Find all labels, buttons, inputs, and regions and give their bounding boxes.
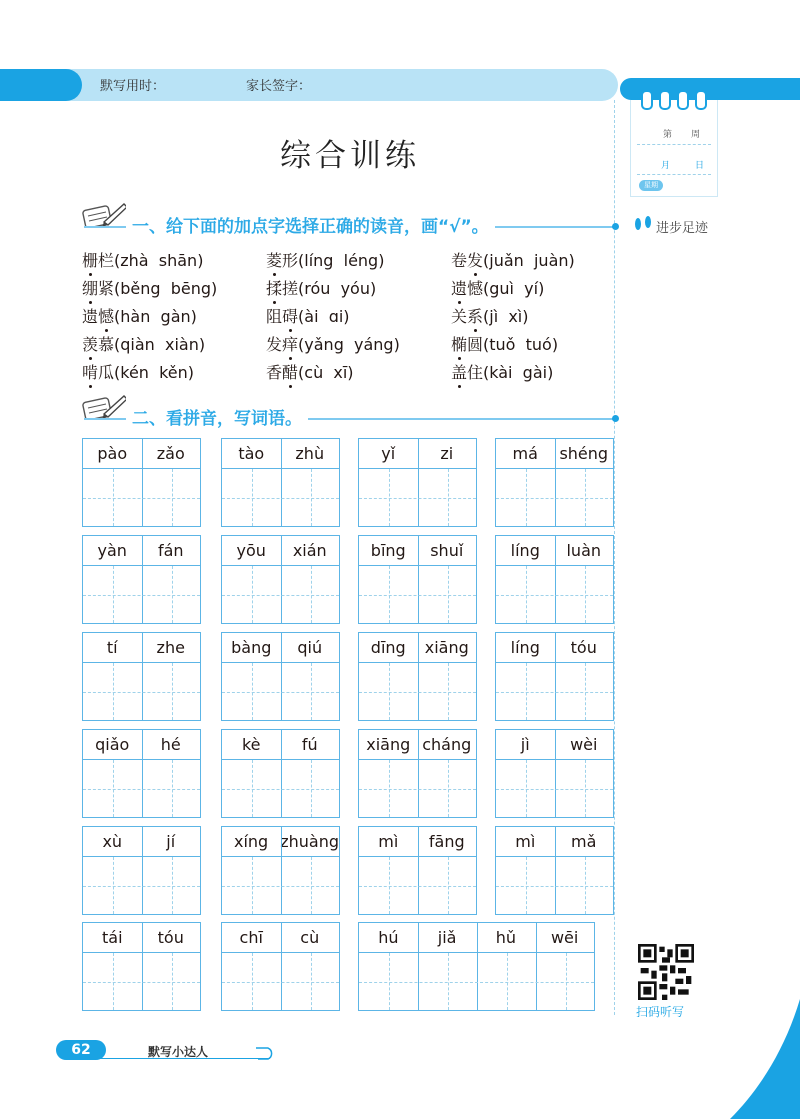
qr-code-icon[interactable] xyxy=(638,944,694,1000)
reading-item xyxy=(266,304,350,327)
item-prefix: 遗 xyxy=(82,307,99,326)
pinyin-syllable: xián xyxy=(292,541,327,560)
book-title: 默写小达人 xyxy=(148,1045,209,1059)
time-label: 默写用时： xyxy=(100,79,166,94)
word-grid xyxy=(82,729,201,818)
page-title: 综合训练 xyxy=(280,138,420,174)
reading-item xyxy=(82,360,194,383)
word-grid xyxy=(221,632,340,721)
section1-title: 一、给下面的加点字选择正确的读音，画“√”。 xyxy=(126,212,495,237)
pinyin-syllable: xù xyxy=(102,832,123,851)
dotted-character: 菱 xyxy=(266,248,282,271)
calendar-ring xyxy=(659,90,671,110)
pencil-icon xyxy=(80,392,126,418)
item-reading-options: (cù xī) xyxy=(298,363,354,382)
week-label: 第 xyxy=(663,130,673,140)
writing-box[interactable] xyxy=(496,663,613,720)
pinyin-syllable: bàng xyxy=(231,638,272,657)
section1-dot xyxy=(612,223,619,230)
pinyin-syllable: tóu xyxy=(157,928,184,947)
pinyin-syllable: jì xyxy=(520,735,530,754)
item-reading-options: (juǎn juàn) xyxy=(483,251,575,270)
reading-item xyxy=(451,248,575,271)
pinyin-syllable: cháng xyxy=(422,735,472,754)
pinyin-syllable: luàn xyxy=(566,541,602,560)
writing-box[interactable] xyxy=(222,760,339,817)
reading-item xyxy=(266,248,384,271)
word-grid xyxy=(221,922,340,1011)
pinyin-syllable: tóu xyxy=(570,638,597,657)
pinyin-syllable: tí xyxy=(106,638,118,657)
month-label: 月 xyxy=(661,161,671,171)
dotted-character: 发 xyxy=(467,248,483,271)
item-reading-options: 慕(qiàn xiàn) xyxy=(98,335,206,354)
writing-box[interactable] xyxy=(496,469,613,526)
pinyin-syllable: yǐ xyxy=(381,444,396,463)
dotted-character: 遗 xyxy=(451,276,467,299)
item-reading-options: 紧(běng bēng) xyxy=(98,279,218,298)
pinyin-syllable: mì xyxy=(515,832,536,851)
pinyin-syllable: fán xyxy=(157,541,184,560)
pinyin-syllable: mǎ xyxy=(571,832,597,851)
reading-item xyxy=(266,332,400,355)
pinyin-syllable: zǎo xyxy=(156,444,185,463)
pinyin-syllable: líng xyxy=(510,638,540,657)
section2-title: 二、看拼音，写词语。 xyxy=(126,404,308,429)
pinyin-syllable: hé xyxy=(160,735,181,754)
calendar-line xyxy=(637,174,711,175)
pinyin-syllable: zhe xyxy=(156,638,185,657)
item-reading-options: 形(líng léng) xyxy=(282,251,385,270)
word-grid xyxy=(82,438,201,527)
pencil-icon xyxy=(80,200,126,226)
pinyin-syllable: hú xyxy=(378,928,399,947)
calendar-ring xyxy=(641,90,653,110)
pinyin-syllable: xiāng xyxy=(424,638,469,657)
word-grid xyxy=(82,632,201,721)
pinyin-syllable: má xyxy=(512,444,538,463)
pinyin-syllable: jí xyxy=(166,832,176,851)
reading-item xyxy=(82,248,203,271)
reading-item xyxy=(266,360,354,383)
item-reading-options: (hàn gàn) xyxy=(114,307,197,326)
word-grid xyxy=(221,729,340,818)
signature-label: 家长签字： xyxy=(246,79,312,94)
pinyin-syllable: qiǎo xyxy=(95,735,130,754)
item-reading-options: (ài ɑi) xyxy=(298,307,350,326)
pinyin-syllable: shuǐ xyxy=(430,541,464,560)
writing-box[interactable] xyxy=(359,857,476,914)
writing-box[interactable] xyxy=(83,760,200,817)
reading-item xyxy=(82,332,205,355)
reading-item xyxy=(82,276,217,299)
item-reading-options: 圆(tuǒ tuó) xyxy=(467,335,559,354)
writing-box[interactable] xyxy=(496,760,613,817)
pinyin-syllable: wēi xyxy=(550,928,579,947)
pinyin-syllable: fāng xyxy=(428,832,465,851)
calendar-ring xyxy=(695,90,707,110)
pinyin-syllable: wèi xyxy=(570,735,598,754)
item-prefix: 香 xyxy=(266,363,283,382)
writing-box[interactable] xyxy=(359,566,476,623)
day-label: 日 xyxy=(695,161,705,171)
pinyin-syllable: zhù xyxy=(295,444,325,463)
arrow-icon xyxy=(254,1044,276,1060)
reading-item xyxy=(266,276,376,299)
word-grid xyxy=(221,438,340,527)
pinyin-syllable: kè xyxy=(241,735,261,754)
word-grid xyxy=(495,729,614,818)
word-grid xyxy=(221,826,340,915)
calendar-ring xyxy=(677,90,689,110)
writing-box[interactable] xyxy=(222,469,339,526)
pinyin-syllable: yàn xyxy=(97,541,127,560)
item-reading-options: 住(kài gài) xyxy=(467,363,554,382)
word-grid xyxy=(358,922,595,1011)
word-grid xyxy=(495,632,614,721)
writing-box[interactable] xyxy=(359,760,476,817)
dotted-character: 揉 xyxy=(266,276,282,299)
pinyin-syllable: yōu xyxy=(236,541,266,560)
pinyin-syllable: líng xyxy=(510,541,540,560)
item-prefix: 卷 xyxy=(451,251,468,270)
pinyin-syllable: chī xyxy=(239,928,263,947)
pinyin-syllable: pào xyxy=(97,444,128,463)
writing-box[interactable] xyxy=(83,663,200,720)
word-grid xyxy=(221,535,340,624)
pinyin-syllable: tào xyxy=(238,444,265,463)
item-reading-options: 搓(róu yóu) xyxy=(282,279,377,298)
item-reading-options: (jì xì) xyxy=(483,307,529,326)
item-reading-options: 瓜(kén kěn) xyxy=(98,363,195,382)
writing-box[interactable] xyxy=(359,469,476,526)
pinyin-syllable: zhuàng xyxy=(280,832,339,851)
reading-item xyxy=(451,276,544,299)
item-prefix: 阻 xyxy=(266,307,283,326)
dotted-character: 啃 xyxy=(82,360,98,383)
pinyin-syllable: dīng xyxy=(370,638,406,657)
writing-box[interactable] xyxy=(222,857,339,914)
pinyin-syllable: zi xyxy=(440,444,454,463)
footprints-icon xyxy=(632,215,654,233)
writing-box[interactable] xyxy=(83,857,200,914)
dotted-character: 绷 xyxy=(82,276,98,299)
writing-box[interactable] xyxy=(496,566,613,623)
pinyin-syllable: fú xyxy=(301,735,318,754)
dotted-character: 碍 xyxy=(282,304,298,327)
section2-dot xyxy=(612,415,619,422)
writing-box[interactable] xyxy=(222,566,339,623)
pinyin-syllable: xíng xyxy=(234,832,269,851)
item-reading-options: (yǎng yáng) xyxy=(298,335,400,354)
writing-box[interactable] xyxy=(83,469,200,526)
margin-line xyxy=(614,100,615,1015)
writing-box[interactable] xyxy=(496,857,613,914)
word-grid xyxy=(82,826,201,915)
dotted-character: 憾 xyxy=(98,304,114,327)
dotted-character: 盖 xyxy=(451,360,467,383)
word-grid xyxy=(495,535,614,624)
writing-box[interactable] xyxy=(222,953,339,1010)
writing-box[interactable] xyxy=(359,663,476,720)
writing-box[interactable] xyxy=(359,953,594,1010)
word-grid xyxy=(358,632,477,721)
item-prefix: 发 xyxy=(266,335,283,354)
word-grid xyxy=(82,535,201,624)
word-grid xyxy=(358,826,477,915)
weekday-badge: 星期 xyxy=(639,180,663,191)
reading-item xyxy=(451,360,553,383)
header-tab xyxy=(0,69,82,101)
word-grid xyxy=(495,826,614,915)
word-grid xyxy=(358,438,477,527)
word-grid xyxy=(358,535,477,624)
calendar-line xyxy=(637,144,711,145)
word-grid xyxy=(358,729,477,818)
pinyin-syllable: cù xyxy=(300,928,320,947)
pinyin-syllable: jiǎ xyxy=(437,928,457,947)
corner-decoration xyxy=(730,999,800,1119)
reading-item xyxy=(82,304,197,327)
writing-box[interactable] xyxy=(222,663,339,720)
pinyin-syllable: shéng xyxy=(559,444,609,463)
progress-label: 进步足迹 xyxy=(656,221,709,236)
pinyin-syllable: tái xyxy=(101,928,123,947)
page-number: 62 xyxy=(56,1040,106,1060)
item-reading-options: 栏(zhà shān) xyxy=(98,251,204,270)
dotted-character: 醋 xyxy=(282,360,298,383)
item-prefix: 关 xyxy=(451,307,468,326)
pinyin-syllable: qiú xyxy=(297,638,323,657)
writing-box[interactable] xyxy=(83,953,200,1010)
qr-label: 扫码听写 xyxy=(636,1005,685,1019)
pinyin-syllable: xiāng xyxy=(366,735,411,754)
reading-item xyxy=(451,304,529,327)
dotted-character: 椭 xyxy=(451,332,467,355)
week-suffix: 周 xyxy=(691,130,701,140)
reading-item xyxy=(451,332,558,355)
writing-box[interactable] xyxy=(83,566,200,623)
dotted-character: 系 xyxy=(467,304,483,327)
pinyin-syllable: bīng xyxy=(370,541,406,560)
dotted-character: 痒 xyxy=(282,332,298,355)
dotted-character: 栅 xyxy=(82,248,98,271)
pinyin-syllable: mì xyxy=(378,832,399,851)
item-reading-options: 憾(guì yí) xyxy=(467,279,545,298)
calendar-card xyxy=(630,100,718,197)
word-grid xyxy=(495,438,614,527)
pinyin-syllable: hǔ xyxy=(495,928,517,947)
dotted-character: 羡 xyxy=(82,332,98,355)
word-grid xyxy=(82,922,201,1011)
